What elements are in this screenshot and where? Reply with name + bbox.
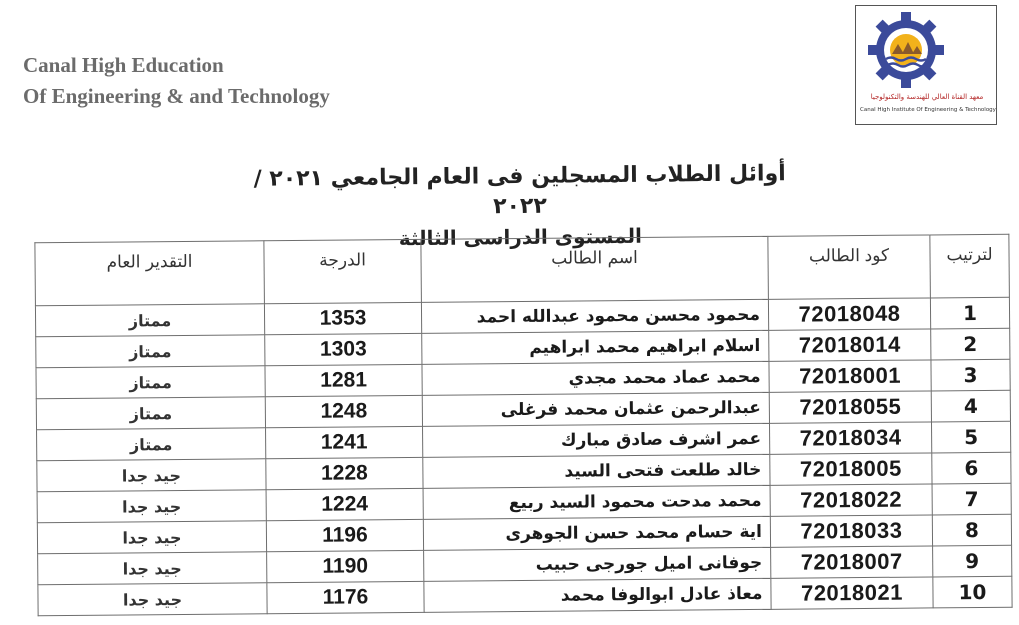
cell-score: 1224: [266, 488, 423, 520]
cell-grade: جيد جدا: [37, 490, 266, 523]
cell-rank: 10: [933, 576, 1012, 608]
cell-code: 72018021: [771, 577, 933, 609]
logo-arabic-caption: معهد القناة العالي للهندسة والتكنولوجيا: [870, 93, 984, 101]
cell-rank: 5: [931, 421, 1010, 453]
top-students-table: [34, 234, 1012, 616]
cell-grade: جيد جدا: [37, 521, 266, 554]
cell-code: 72018048: [768, 298, 930, 330]
cell-code: 72018022: [770, 484, 932, 516]
cell-code: 72018007: [771, 546, 933, 578]
cell-score: 1281: [265, 364, 422, 396]
cell-grade: ممتاز: [36, 335, 265, 368]
cell-grade: جيد جدا: [38, 552, 267, 585]
cell-score: 1248: [265, 395, 422, 427]
cell-name: عمر اشرف صادق مبارك: [423, 423, 770, 457]
cell-grade: ممتاز: [35, 304, 264, 337]
institute-name-line2: Of Engineering & and Technology: [23, 84, 330, 108]
cell-score: 1353: [264, 302, 421, 334]
cell-code: 72018033: [770, 515, 932, 547]
cell-score: 1176: [267, 581, 424, 613]
cell-grade: ممتاز: [36, 397, 265, 430]
cell-rank: 4: [931, 390, 1010, 422]
cell-grade: جيد جدا: [38, 583, 267, 616]
cell-code: 72018055: [769, 391, 931, 423]
header-score: الدرجة: [264, 239, 422, 303]
cell-rank: 3: [931, 359, 1010, 391]
cell-name: جوفانى اميل جورجى حبيب: [424, 547, 771, 581]
cell-rank: 2: [931, 328, 1010, 360]
cell-name: محمد عماد محمد مجدي: [422, 361, 769, 395]
cell-name: محمود محسن محمود عبدالله احمد: [421, 299, 768, 333]
cell-code: 72018034: [769, 422, 931, 454]
document-subtitle: المستوى الدراسى الثالثة: [398, 223, 642, 251]
table-header-row: [35, 234, 1010, 305]
header-code: كود الطالب: [768, 235, 931, 299]
cell-code: 72018014: [769, 329, 931, 361]
cell-code: 72018005: [770, 453, 932, 485]
cell-name: اية حسام محمد حسن الجوهرى: [423, 516, 770, 550]
logo-english-caption: Canal High Institute Of Engineering & Technology: [860, 107, 996, 113]
header-grade: التقدير العام: [35, 241, 265, 306]
cell-score: 1303: [265, 333, 422, 365]
cell-grade: ممتاز: [36, 366, 265, 399]
cell-code: 72018001: [769, 360, 931, 392]
cell-name: معاذ عادل ابوالوفا محمد: [424, 578, 771, 612]
header-rank: لترتيب: [930, 234, 1010, 298]
gear-pyramids-waves-logo-icon: [856, 6, 996, 94]
cell-rank: 8: [932, 514, 1011, 546]
cell-grade: ممتاز: [37, 428, 266, 461]
cell-score: 1196: [266, 519, 423, 551]
cell-score: 1228: [266, 457, 423, 489]
cell-grade: جيد جدا: [37, 459, 266, 492]
cell-name: اسلام ابراهيم محمد ابراهيم: [422, 330, 769, 364]
institute-logo: [855, 5, 997, 125]
header-name: اسم الطالب: [421, 236, 769, 302]
cell-name: خالد طلعت فتحى السيد: [423, 454, 770, 488]
cell-rank: 7: [932, 483, 1011, 515]
cell-score: 1241: [266, 426, 423, 458]
institute-name-line1: Canal High Education: [23, 53, 224, 77]
cell-rank: 9: [933, 545, 1012, 577]
cell-score: 1190: [267, 550, 424, 582]
cell-rank: 1: [930, 297, 1009, 329]
cell-name: عبدالرحمن عثمان محمد فرغلى: [422, 392, 769, 426]
cell-name: محمد مدحت محمود السيد ربيع: [423, 485, 770, 519]
document-title-main: أوائل الطلاب المسجلين فى العام الجامعي ٢٠٢١ / ٢٠٢٢: [253, 161, 786, 220]
cell-rank: 6: [932, 452, 1011, 484]
institute-name: [23, 50, 330, 112]
